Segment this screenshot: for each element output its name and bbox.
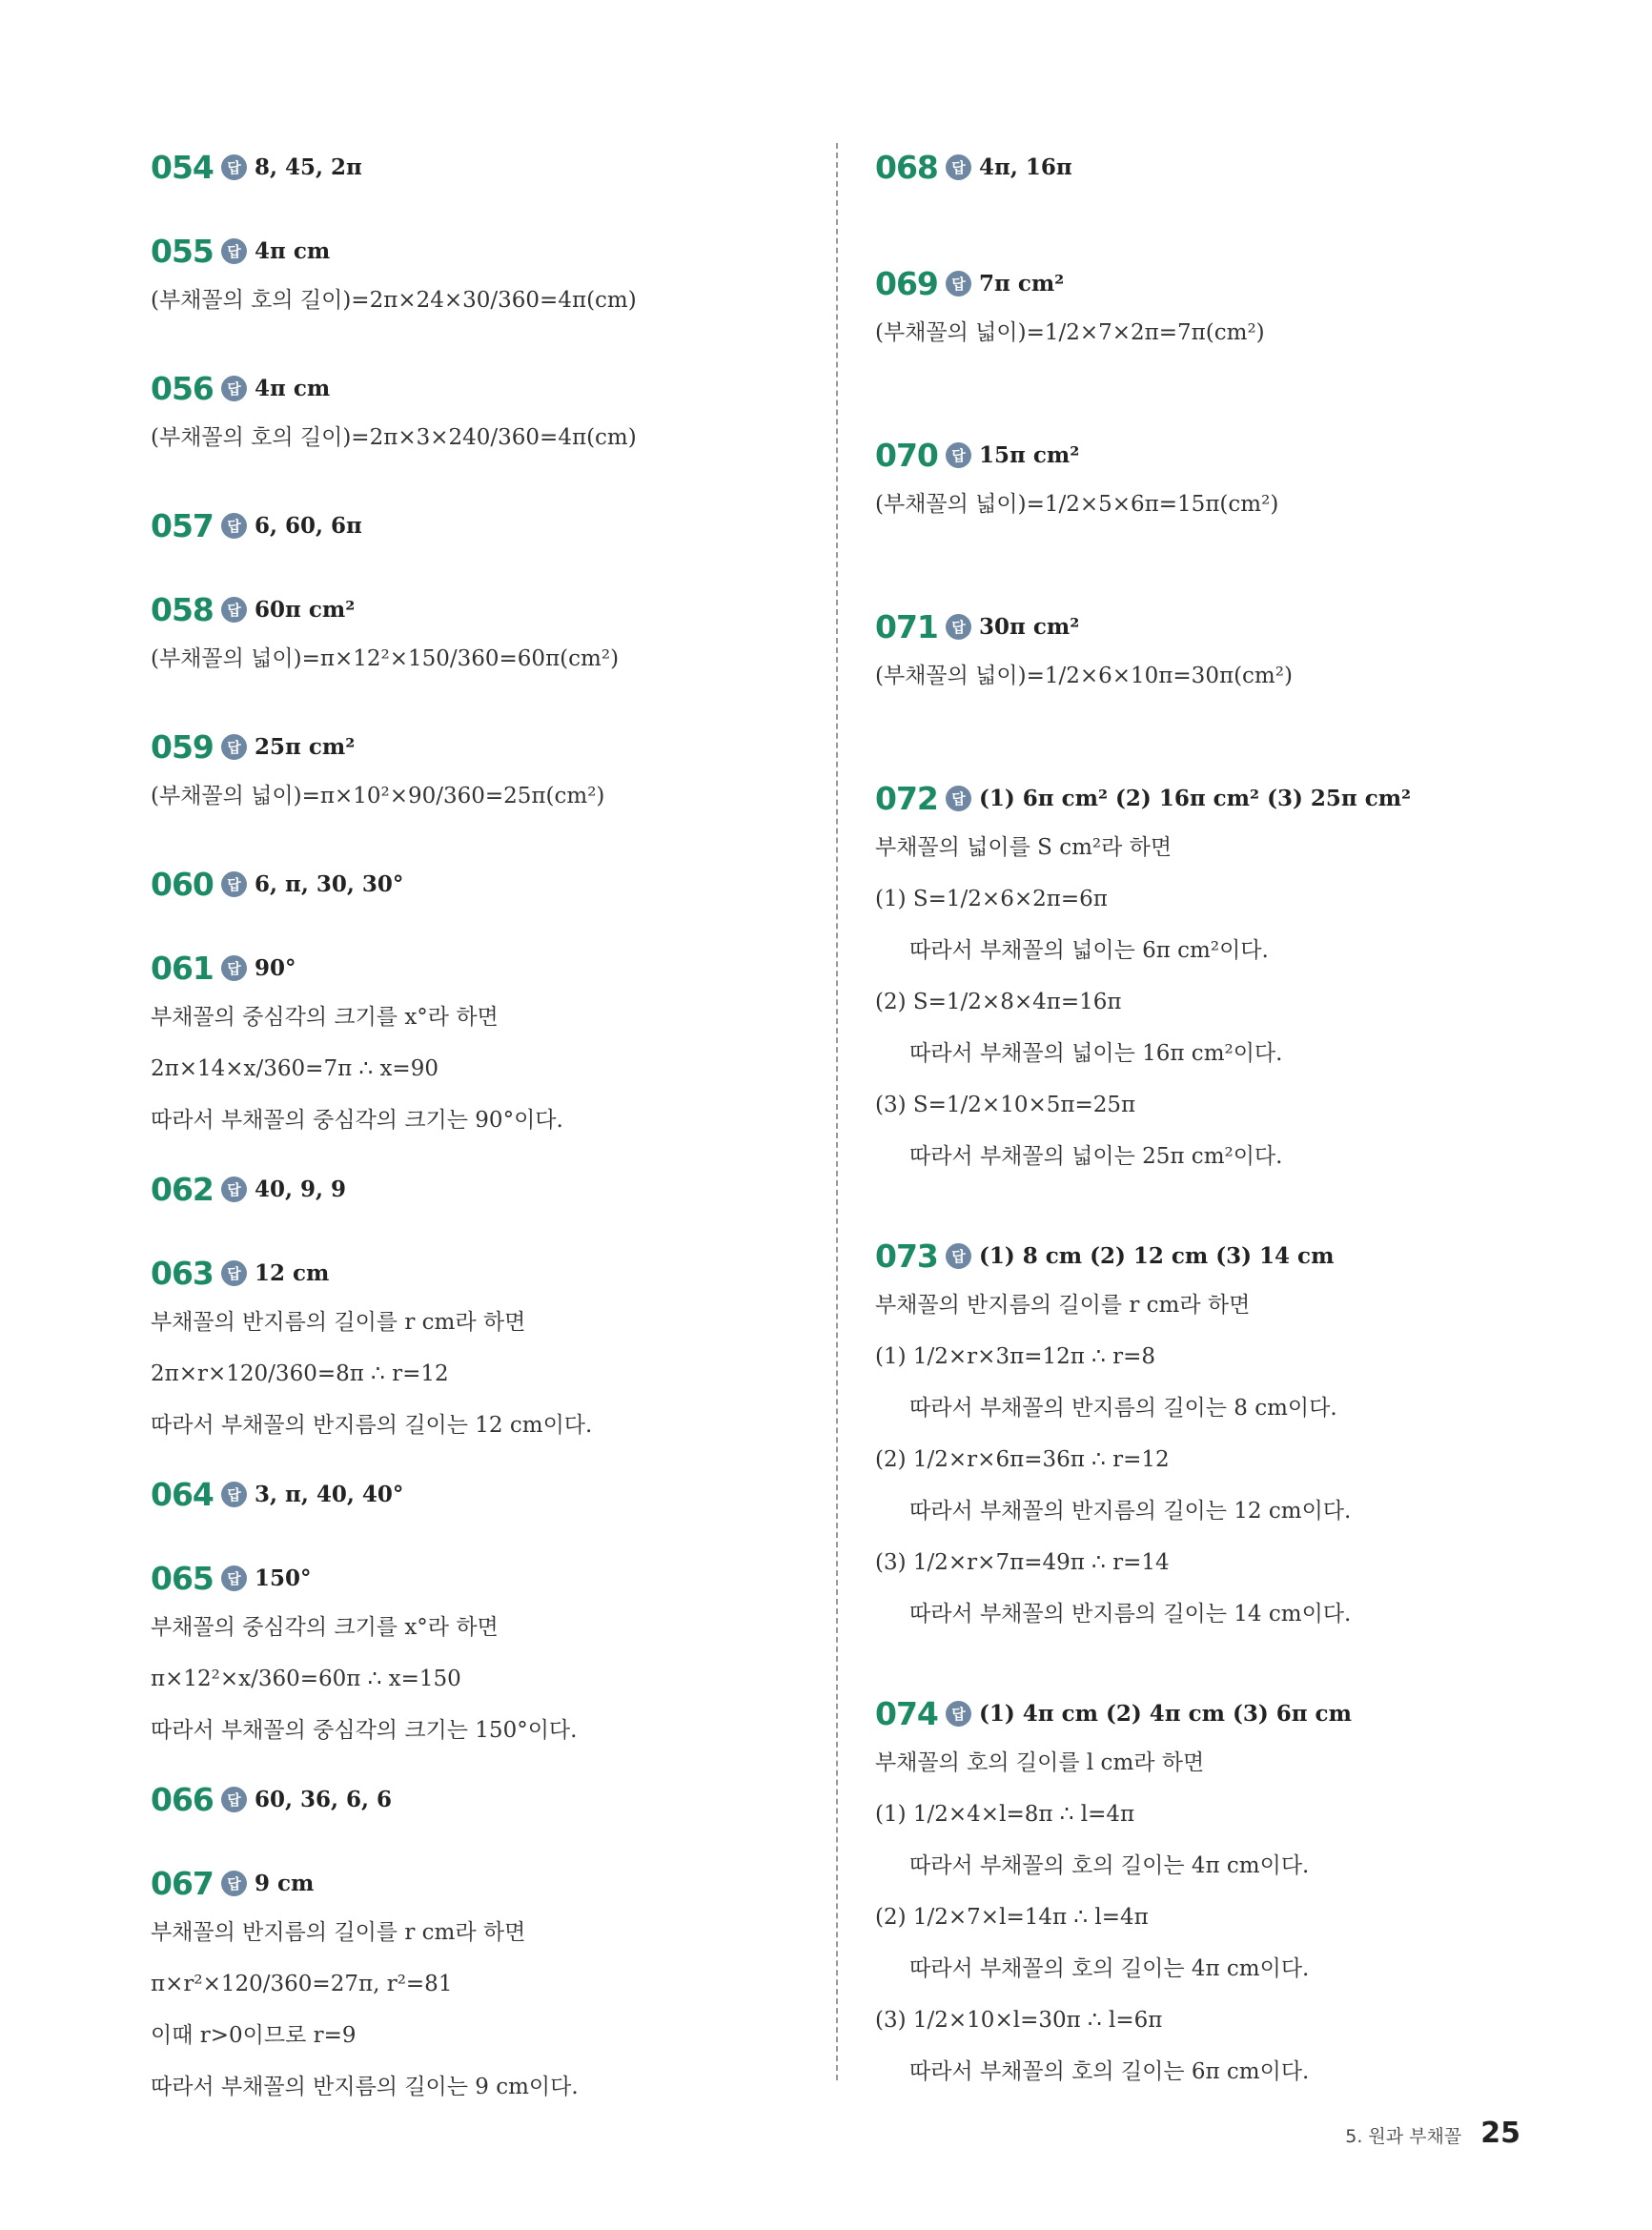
solution-line: (3) 1/2×10×l=30π ∴ l=6π xyxy=(875,2008,1163,2033)
problem-063 xyxy=(151,1249,875,1451)
answer-text: 60π cm² xyxy=(255,596,356,623)
problem-number: 064 xyxy=(151,1475,214,1513)
problem-number: 058 xyxy=(151,590,214,628)
solution-line: (1) 1/2×4×l=8π ∴ l=4π xyxy=(875,1802,1135,1827)
answer-text: 4π cm xyxy=(255,237,331,264)
answer-text: 6, π, 30, 30° xyxy=(255,870,404,897)
chapter-title: 5. 원과 부채꼴 xyxy=(1345,2126,1462,2147)
solution-line: 따라서 부채꼴의 중심각의 크기는 90°이다. xyxy=(151,1108,563,1133)
answer-badge: 답 xyxy=(946,1243,971,1269)
solution-line: (부채꼴의 호의 길이)=2π×3×240/360=4π(cm) xyxy=(151,425,637,450)
solution-line: 따라서 부채꼴의 호의 길이는 4π cm이다. xyxy=(909,1956,1310,1981)
problem-number: 056 xyxy=(151,369,214,407)
problem-number: 073 xyxy=(875,1237,938,1275)
solution-line: 부채꼴의 반지름의 길이를 r cm라 하면 xyxy=(151,1310,526,1335)
problem-header xyxy=(875,431,1600,479)
solution-line: 따라서 부채꼴의 반지름의 길이는 12 cm이다. xyxy=(909,1499,1352,1524)
problem-header xyxy=(151,1554,875,1602)
solution-line: 따라서 부채꼴의 중심각의 크기는 150°이다. xyxy=(151,1718,578,1743)
solution-line: 부채꼴의 중심각의 크기를 x°라 하면 xyxy=(151,1005,499,1030)
solution-line: (2) 1/2×r×6π=36π ∴ r=12 xyxy=(875,1447,1170,1472)
solution-line: 따라서 부채꼴의 호의 길이는 4π cm이다. xyxy=(909,1853,1310,1878)
solution-line: 이때 r>0이므로 r=9 xyxy=(151,2023,357,2048)
problem-header xyxy=(875,774,1600,822)
problem-header xyxy=(151,1775,875,1823)
answer-badge: 답 xyxy=(221,734,247,760)
answer-badge: 답 xyxy=(946,614,971,640)
answer-text: 90° xyxy=(255,954,296,981)
answer-text: 30π cm² xyxy=(979,613,1080,640)
problem-number: 059 xyxy=(151,727,214,766)
problem-054 xyxy=(151,143,875,191)
problem-number: 072 xyxy=(875,779,938,817)
solution-line: (부채꼴의 넓이)=π×12²×150/360=60π(cm²) xyxy=(151,646,620,671)
problem-064 xyxy=(151,1470,875,1518)
problem-074 xyxy=(875,1689,1600,2097)
answer-badge: 답 xyxy=(946,786,971,811)
problem-number: 062 xyxy=(151,1170,214,1208)
solution-line: (부채꼴의 넓이)=1/2×5×6π=15π(cm²) xyxy=(875,492,1279,517)
solution-line: 따라서 부채꼴의 넓이는 16π cm²이다. xyxy=(909,1041,1283,1066)
answer-text: 7π cm² xyxy=(979,270,1065,297)
solution-line: (1) S=1/2×6×2π=6π xyxy=(875,887,1108,911)
answer-text: 60, 36, 6, 6 xyxy=(255,1786,393,1812)
solution-line: 2π×14×x/360=7π ∴ x=90 xyxy=(151,1056,438,1081)
solution-line: (2) S=1/2×8×4π=16π xyxy=(875,990,1122,1014)
page-footer xyxy=(1345,2117,1520,2150)
answer-text: (1) 4π cm (2) 4π cm (3) 6π cm xyxy=(979,1700,1352,1727)
problem-060 xyxy=(151,860,875,908)
problem-header xyxy=(875,603,1600,650)
answer-badge: 답 xyxy=(221,871,247,897)
problem-number: 067 xyxy=(151,1864,214,1902)
solution-line: 부채꼴의 넓이를 S cm²라 하면 xyxy=(875,835,1173,860)
column-divider xyxy=(836,143,838,2080)
answer-badge: 답 xyxy=(946,1701,971,1727)
solution-line: 부채꼴의 반지름의 길이를 r cm라 하면 xyxy=(875,1293,1251,1318)
answer-badge: 답 xyxy=(221,238,247,264)
problem-header xyxy=(151,723,875,770)
answer-text: 25π cm² xyxy=(255,733,356,760)
answer-badge: 답 xyxy=(221,376,247,401)
problem-header xyxy=(151,501,875,549)
page-number: 25 xyxy=(1480,2117,1520,2150)
problem-067 xyxy=(151,1859,875,2113)
answer-badge: 답 xyxy=(221,513,247,539)
solution-line: (부채꼴의 넓이)=1/2×6×10π=30π(cm²) xyxy=(875,664,1293,688)
problem-058 xyxy=(151,585,875,685)
problem-066 xyxy=(151,1775,875,1823)
problem-header xyxy=(151,143,875,191)
problem-055 xyxy=(151,227,875,326)
problem-059 xyxy=(151,723,875,822)
problem-header xyxy=(151,944,875,992)
answer-badge: 답 xyxy=(221,1787,247,1812)
problem-header xyxy=(875,1232,1600,1279)
problem-065 xyxy=(151,1554,875,1756)
problem-071 xyxy=(875,603,1600,702)
problem-070 xyxy=(875,431,1600,530)
solution-line: 따라서 부채꼴의 호의 길이는 6π cm이다. xyxy=(909,2059,1310,2084)
problem-header xyxy=(875,143,1600,191)
problem-header xyxy=(151,1249,875,1297)
problem-number: 061 xyxy=(151,949,214,987)
answer-badge: 답 xyxy=(221,1176,247,1202)
answer-text: 150° xyxy=(255,1565,312,1591)
answer-badge: 답 xyxy=(221,1482,247,1507)
problem-number: 070 xyxy=(875,436,938,474)
answer-text: (1) 8 cm (2) 12 cm (3) 14 cm xyxy=(979,1242,1335,1269)
answer-badge: 답 xyxy=(221,154,247,180)
problem-number: 054 xyxy=(151,148,214,186)
problem-number: 055 xyxy=(151,232,214,270)
answer-text: 3, π, 40, 40° xyxy=(255,1481,404,1507)
problem-header xyxy=(151,364,875,412)
answer-text: 4π cm xyxy=(255,375,331,401)
problem-number: 065 xyxy=(151,1559,214,1597)
answer-text: 6, 60, 6π xyxy=(255,512,362,539)
problem-number: 071 xyxy=(875,607,938,645)
problem-number: 074 xyxy=(875,1694,938,1732)
problem-068 xyxy=(875,143,1600,191)
problem-number: 060 xyxy=(151,865,214,903)
problem-number: 057 xyxy=(151,506,214,544)
problem-069 xyxy=(875,259,1600,358)
problem-057 xyxy=(151,501,875,549)
problem-header xyxy=(875,259,1600,307)
solution-line: 부채꼴의 중심각의 크기를 x°라 하면 xyxy=(151,1615,499,1640)
answer-badge: 답 xyxy=(221,955,247,981)
answer-badge: 답 xyxy=(221,1565,247,1591)
problem-header xyxy=(151,860,875,908)
answer-text: 4π, 16π xyxy=(979,153,1072,180)
answer-text: (1) 6π cm² (2) 16π cm² (3) 25π cm² xyxy=(979,785,1412,811)
solution-line: π×r²×120/360=27π, r²=81 xyxy=(151,1972,453,1996)
answer-text: 12 cm xyxy=(255,1259,330,1286)
solution-line: (3) S=1/2×10×5π=25π xyxy=(875,1093,1136,1117)
answer-badge: 답 xyxy=(946,271,971,297)
solution-line: 따라서 부채꼴의 넓이는 6π cm²이다. xyxy=(909,938,1269,963)
problem-072 xyxy=(875,774,1600,1182)
solution-line: (부채꼴의 호의 길이)=2π×24×30/360=4π(cm) xyxy=(151,288,637,313)
answer-text: 9 cm xyxy=(255,1870,315,1896)
problem-number: 068 xyxy=(875,148,938,186)
solution-line: 따라서 부채꼴의 반지름의 길이는 8 cm이다. xyxy=(909,1396,1337,1421)
problem-062 xyxy=(151,1165,875,1213)
problem-number: 066 xyxy=(151,1780,214,1818)
solution-line: 따라서 부채꼴의 넓이는 25π cm²이다. xyxy=(909,1144,1283,1169)
problem-073 xyxy=(875,1232,1600,1640)
solution-line: 따라서 부채꼴의 반지름의 길이는 12 cm이다. xyxy=(151,1413,593,1438)
solution-line: (2) 1/2×7×l=14π ∴ l=4π xyxy=(875,1905,1149,1930)
problem-header xyxy=(151,1165,875,1213)
answer-badge: 답 xyxy=(946,154,971,180)
problem-056 xyxy=(151,364,875,463)
problem-number: 069 xyxy=(875,264,938,302)
solution-line: 따라서 부채꼴의 반지름의 길이는 14 cm이다. xyxy=(909,1602,1352,1626)
problem-061 xyxy=(151,944,875,1146)
problem-header xyxy=(875,1689,1600,1737)
problem-number: 063 xyxy=(151,1254,214,1292)
solution-line: 2π×r×120/360=8π ∴ r=12 xyxy=(151,1361,449,1386)
solution-line: π×12²×x/360=60π ∴ x=150 xyxy=(151,1667,461,1691)
answer-badge: 답 xyxy=(221,1871,247,1896)
solution-line: 부채꼴의 호의 길이를 l cm라 하면 xyxy=(875,1750,1205,1775)
problem-header xyxy=(151,1470,875,1518)
solution-line: 부채꼴의 반지름의 길이를 r cm라 하면 xyxy=(151,1920,526,1945)
solution-line: (부채꼴의 넓이)=1/2×7×2π=7π(cm²) xyxy=(875,320,1265,345)
problem-header xyxy=(151,227,875,275)
answer-badge: 답 xyxy=(221,597,247,623)
answer-badge: 답 xyxy=(946,442,971,468)
answer-text: 40, 9, 9 xyxy=(255,1176,347,1202)
solution-line: (1) 1/2×r×3π=12π ∴ r=8 xyxy=(875,1344,1156,1369)
solution-line: 따라서 부채꼴의 반지름의 길이는 9 cm이다. xyxy=(151,2075,579,2099)
problem-header xyxy=(151,1859,875,1907)
solution-line: (부채꼴의 넓이)=π×10²×90/360=25π(cm²) xyxy=(151,784,605,808)
answer-badge: 답 xyxy=(221,1260,247,1286)
problem-header xyxy=(151,585,875,633)
answer-text: 15π cm² xyxy=(979,441,1080,468)
solution-line: (3) 1/2×r×7π=49π ∴ r=14 xyxy=(875,1550,1170,1575)
answer-text: 8, 45, 2π xyxy=(255,153,362,180)
